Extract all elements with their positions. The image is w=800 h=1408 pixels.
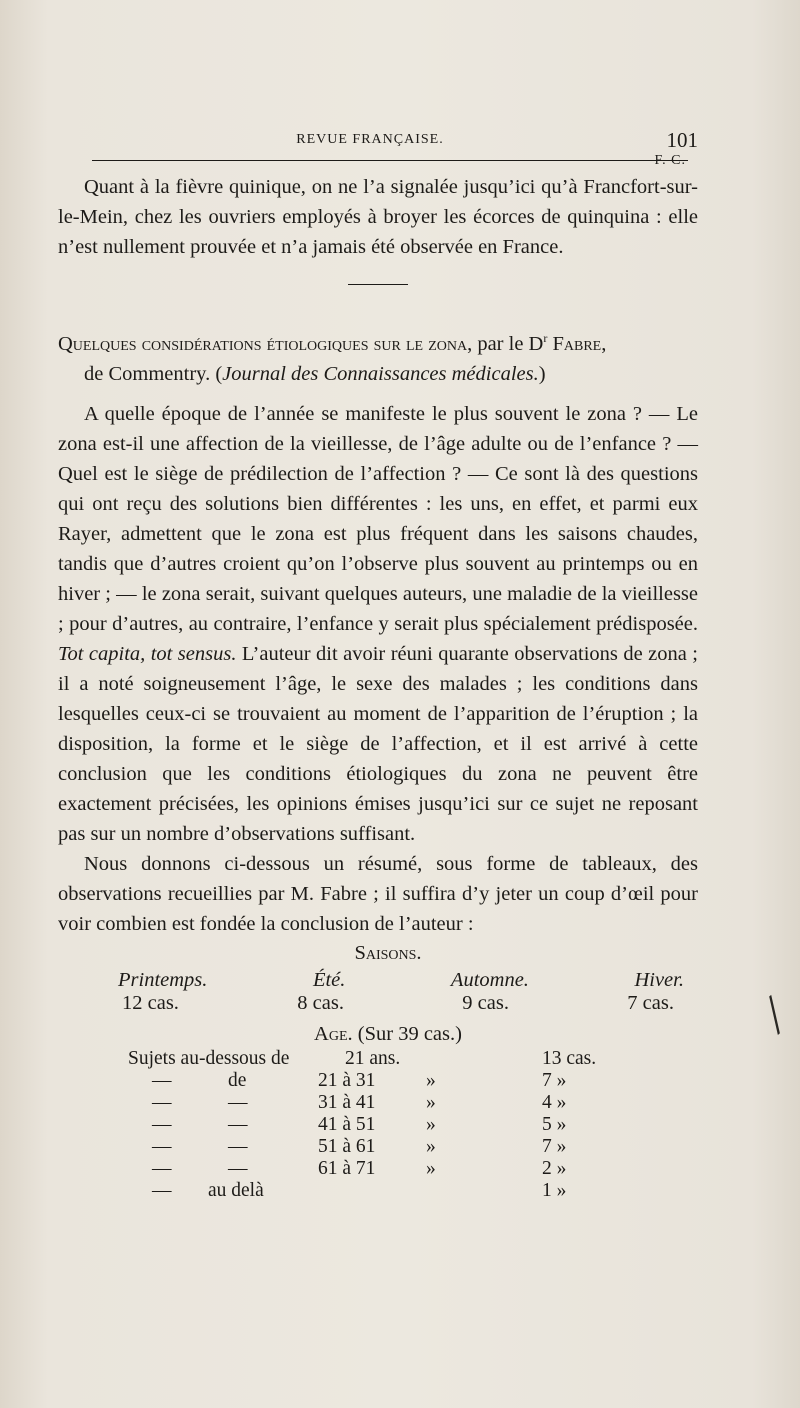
article-title-author-prefix: par le D: [472, 332, 544, 355]
table-row: [78, 1158, 698, 1180]
age-col-sub: —: [228, 1092, 248, 1113]
age-table-title-rest: (Sur 39 cas.): [352, 1023, 462, 1045]
age-col-count: 13 cas.: [542, 1048, 597, 1069]
article-title-main: Quelques considérations étiologiques sur le zona,: [58, 332, 473, 355]
age-table-title: [78, 1023, 698, 1046]
season-count: 7 cas.: [627, 992, 674, 1014]
intro-block: [58, 153, 698, 262]
intro-paragraph: Quant à la fièvre quinique, on ne l’a signalée jusqu’ici qu’à Francfort-sur-le-Mein, chez les ouvriers employés à broyer les écorces de quinquina : elle n’est nullement prouvée et n’a jamais été observée en France.: [58, 176, 698, 258]
season-header: Automne.: [450, 969, 529, 991]
article-paragraph-1-b: L’auteur dit avoir réuni quarante observations de zona ; il a noté soigneusement l’âge, le sexe des malades ; les conditions dans lesquelles ceux-ci se trouvaient au moment de l’apparition de l’éruption ; la disposition, la forme et le siège de l’affection, et il est arrivé à cette conclusion que les conditions étiologiques du zona ne peuvent être exactement précisées, les opinions émises jusqu’ici sur ce sujet ne reposant pas sur un nombre d’observations suffisant.: [58, 642, 698, 845]
age-col-count: 7 »: [542, 1070, 567, 1091]
age-col-range: 51 à 61: [318, 1136, 376, 1157]
section-divider: [348, 284, 408, 285]
article-paragraph-1-a: A quelle époque de l’année se manifeste le plus souvent le zona ? — Le zona est-il une affection de la vieillesse, de l’âge adulte ou de l’enfance ? — Quel est le siège de prédilection de l’affection ? — Ce sont là des questions qui ont reçu des solutions bien différentes : les uns, en effet, et parmi eux Rayer, admettent que le zona est plus fréquent dans les saisons chaudes, tandis que d’autres croient qu’on l’observe plus souvent au printemps ou en hiver ; — le zona serait, suivant quelques auteurs, une maladie de la vieillesse ; pour d’autres, au contraire, l’enfance y serait plus spécialement prédisposée.: [58, 402, 698, 635]
article-title-close: ): [538, 362, 546, 385]
margin-pencil-mark: ╱: [757, 997, 793, 1034]
age-col-ditto: »: [426, 1158, 436, 1179]
age-col-ditto: »: [426, 1092, 436, 1113]
table-row: [78, 1136, 698, 1158]
age-col-dash: —: [152, 1114, 172, 1135]
age-col-ditto: »: [426, 1070, 436, 1091]
age-col-count: 4 »: [542, 1092, 567, 1113]
table-row: [78, 1048, 698, 1070]
season-header: Printemps.: [118, 969, 208, 991]
age-col-range: 21 à 31: [318, 1070, 376, 1091]
age-table-title-main: Age.: [314, 1023, 353, 1045]
season-count: 12 cas.: [122, 992, 179, 1014]
age-col-dash: —: [152, 1092, 172, 1113]
age-col-range: 41 à 51: [318, 1114, 376, 1135]
age-col-range: 61 à 71: [318, 1158, 376, 1179]
intro-signature: F. C.: [654, 153, 686, 168]
page-header: [40, 128, 700, 156]
age-col-dash: —: [152, 1070, 172, 1091]
age-col-label: Sujets au-dessous de: [128, 1048, 290, 1069]
age-col-range: 31 à 41: [318, 1092, 376, 1113]
age-col-ditto: »: [426, 1136, 436, 1157]
article-title: [58, 323, 698, 389]
table-row: [78, 1070, 698, 1092]
age-col-count: 2 »: [542, 1158, 567, 1179]
age-col-sub: au delà: [208, 1180, 264, 1201]
age-col-sub: —: [228, 1136, 248, 1157]
age-table: [78, 1048, 698, 1268]
running-title: REVUE FRANÇAISE.: [296, 132, 444, 147]
age-col-sub: —: [228, 1158, 248, 1179]
age-col-count: 5 »: [542, 1114, 567, 1135]
seasons-count-row: [78, 992, 698, 1015]
age-col-sub: de: [228, 1070, 247, 1091]
season-header: Été.: [312, 969, 346, 991]
article-paragraph-2: Nous donnons ci-dessous un résumé, sous forme de tableaux, des observations recueillies par M. Fabre ; il suffira d’y jeter un coup d’œil pour voir combien est fondée la conclusion de l’auteur :: [58, 852, 698, 935]
age-col-count: 7 »: [542, 1136, 567, 1157]
seasons-header-row: [78, 969, 698, 992]
age-col-range: 21 ans.: [345, 1048, 401, 1069]
age-col-ditto: »: [426, 1114, 436, 1135]
season-count: 8 cas.: [297, 992, 344, 1014]
age-col-dash: —: [152, 1158, 172, 1179]
table-row: [78, 1092, 698, 1114]
main-text: [58, 153, 698, 939]
table-row: [78, 1114, 698, 1136]
age-col-count: 1 »: [542, 1180, 567, 1201]
article-title-line2: de Commentry. (: [84, 362, 223, 385]
article-paragraph-1-italic: Tot capita, tot sensus.: [58, 642, 237, 665]
article-paragraph-1: [58, 399, 698, 849]
article-journal: Journal des Connaissances médicales.: [222, 362, 539, 385]
tables-block: [78, 942, 698, 1268]
age-col-sub: —: [228, 1114, 248, 1135]
season-header: Hiver.: [634, 969, 684, 991]
table-row: [78, 1180, 698, 1202]
article-title-author-sup: r: [543, 331, 548, 345]
season-count: 9 cas.: [462, 992, 509, 1014]
header-rule: [92, 160, 688, 161]
age-col-dash: —: [152, 1136, 172, 1157]
seasons-table-title: Saisons.: [354, 942, 422, 964]
article-title-author-name: Fabre,: [552, 332, 607, 355]
age-col-dash: —: [152, 1180, 172, 1201]
page-number: 101: [666, 128, 698, 152]
